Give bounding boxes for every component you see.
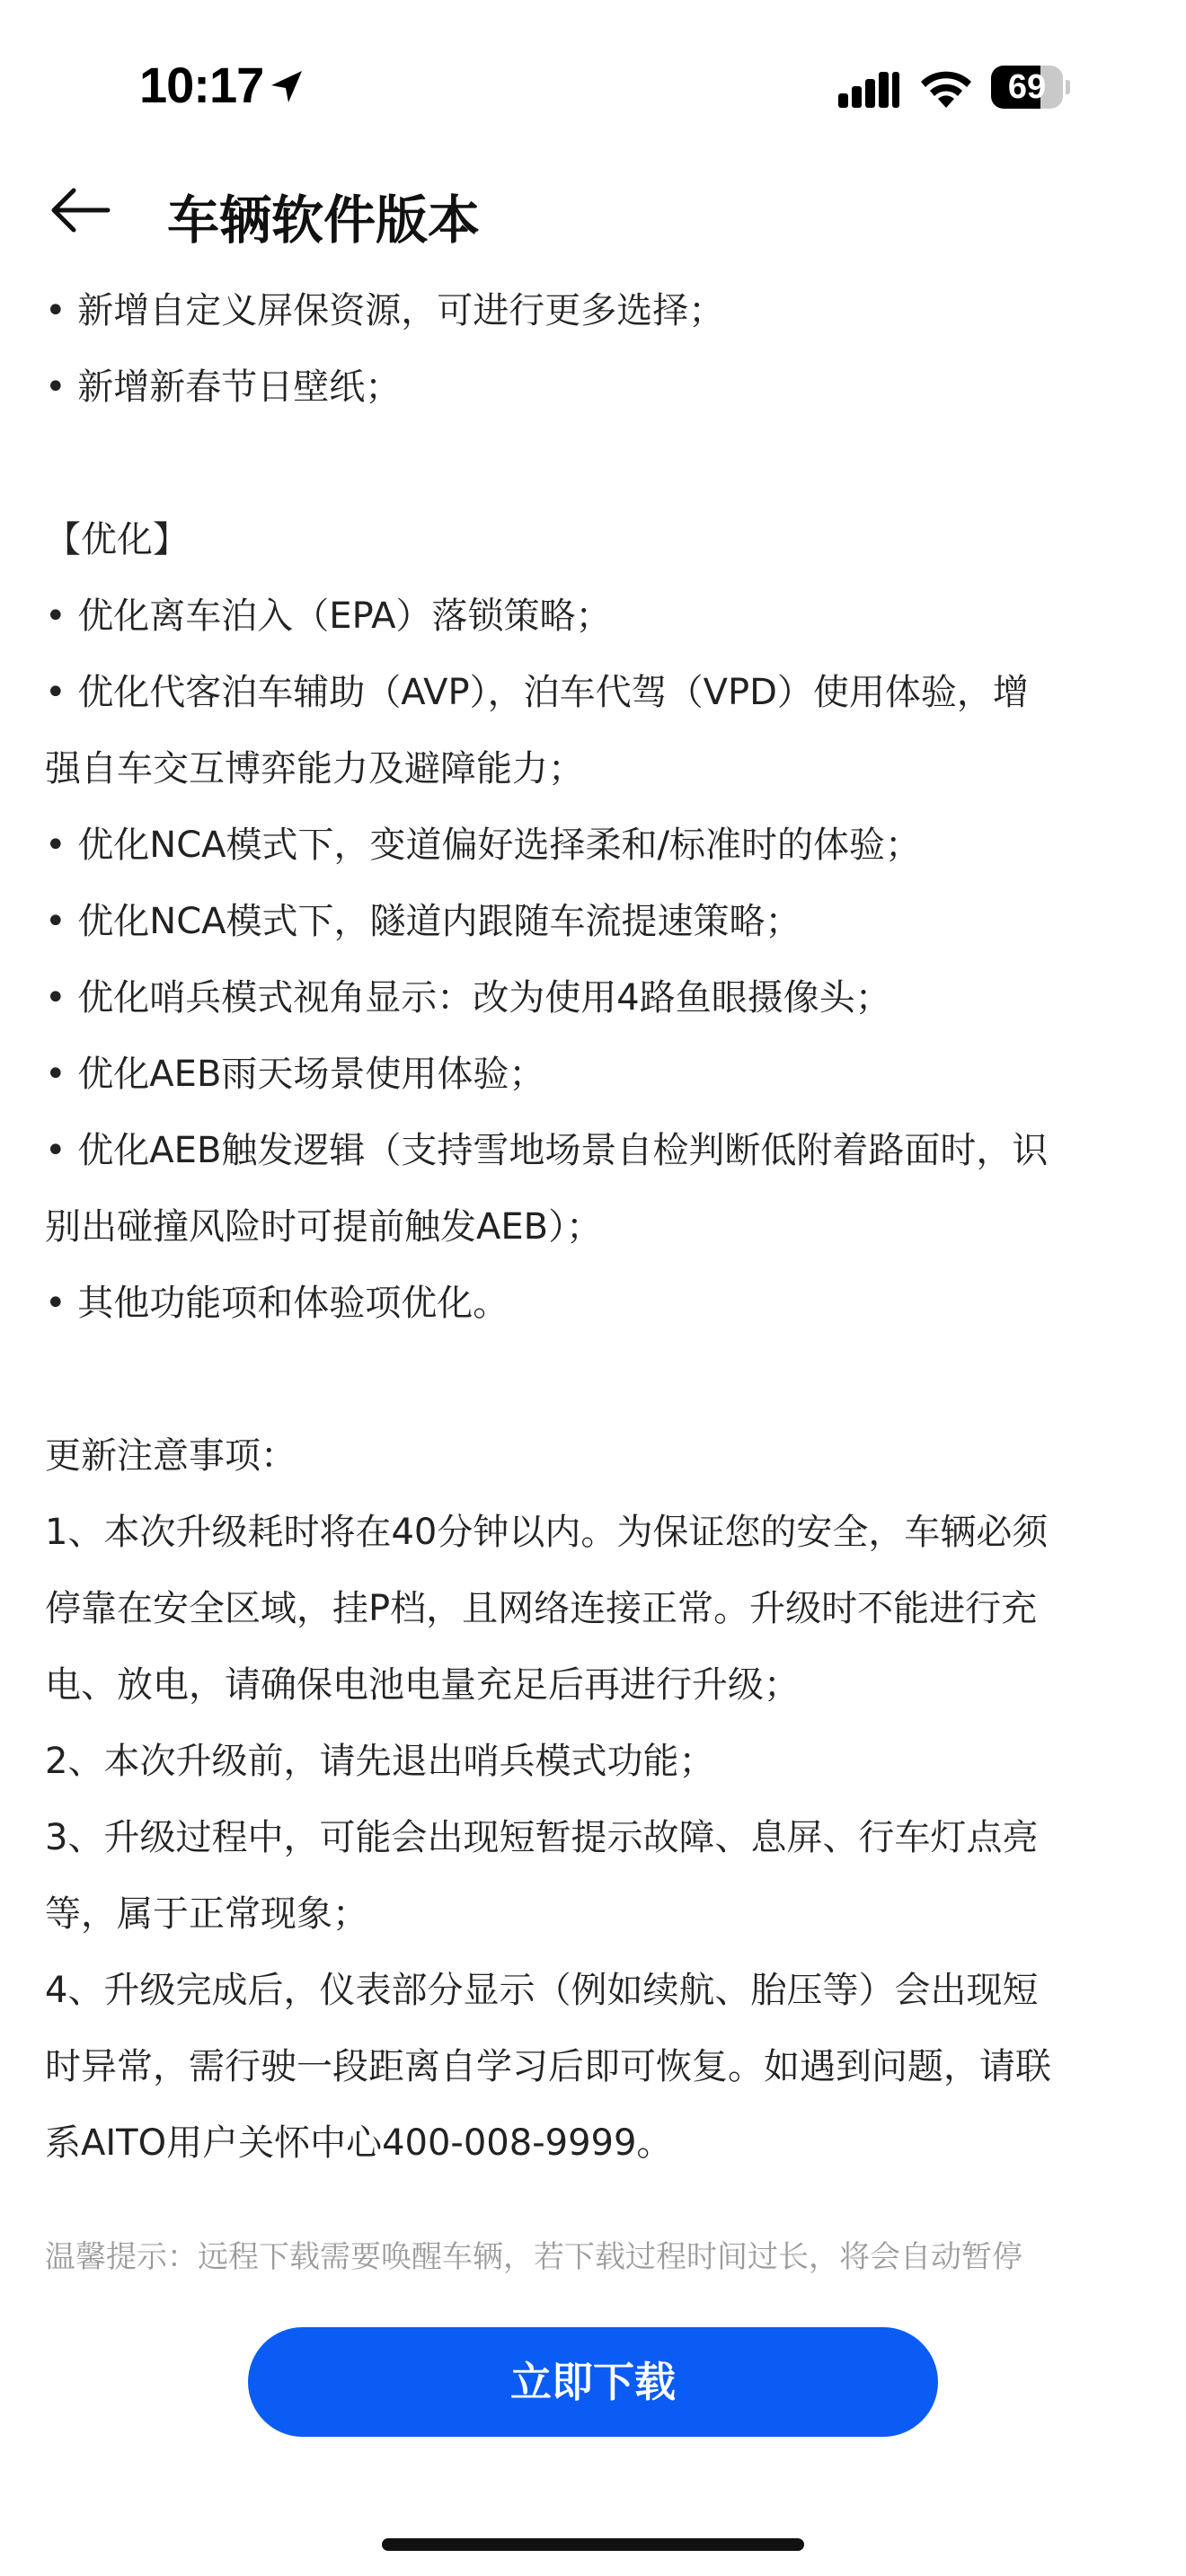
location-arrow-icon xyxy=(266,66,307,108)
release-note-line: • 新增新春节日壁纸； xyxy=(45,366,402,408)
release-note-line: • 优化离车泊入（EPA）落锁策略； xyxy=(45,595,612,637)
battery-icon xyxy=(991,66,1070,109)
release-note-line: 停靠在安全区域，挂P档，且网络连接正常。升级时不能进行充 xyxy=(45,1588,1038,1629)
release-note-line: 强自车交互博弈能力及避障能力； xyxy=(45,748,584,790)
wifi-icon xyxy=(918,66,974,110)
arrow-left-icon[interactable] xyxy=(47,177,113,243)
battery-body xyxy=(991,66,1063,109)
download-now-button[interactable]: 立即下载 xyxy=(248,2327,938,2437)
release-note-line: • 优化代客泊车辅助（AVP），泊车代驾（VPD）使用体验，增 xyxy=(45,672,1029,713)
release-note-line: • 优化AEB触发逻辑（支持雪地场景自检判断低附着路面时，识 xyxy=(45,1130,1049,1171)
blank-line xyxy=(45,426,1141,502)
release-note-line: 4、升级完成后，仪表部分显示（例如续航、胎压等）会出现短 xyxy=(45,1970,1039,2011)
header xyxy=(0,162,1186,269)
release-note-line: 更新注意事项： xyxy=(45,1435,296,1477)
status-time: 10:17 xyxy=(139,57,264,113)
release-note-line: 系AITO用户关怀中心400-008-9999。 xyxy=(45,2122,673,2164)
page-title: 车辆软件版本 xyxy=(167,190,481,251)
release-note-line: • 优化AEB雨天场景使用体验； xyxy=(45,1054,545,1095)
download-tip: 温馨提示：远程下载需要唤醒车辆，若下载过程时间过长，将会自动暂停 xyxy=(45,2239,1022,2275)
cellular-signal-icon xyxy=(838,70,901,108)
battery-level-text: 69 xyxy=(1007,68,1047,106)
release-note-line: 时异常，需行驶一段距离自学习后即可恢复。如遇到问题，请联 xyxy=(45,2046,1051,2087)
release-note-line: • 优化NCA模式下，隧道内跟随车流提速策略； xyxy=(45,901,801,942)
release-notes xyxy=(45,273,1141,2182)
home-indicator xyxy=(382,2538,804,2551)
release-note-line: 等，属于正常现象； xyxy=(45,1893,368,1935)
release-note-line: 【优化】 xyxy=(45,519,189,560)
release-note-line: 3、升级过程中，可能会出现短暂提示故障、息屏、行车灯点亮 xyxy=(45,1817,1039,1858)
battery-tip xyxy=(1066,80,1070,94)
release-note-line: 电、放电，请确保电池电量充足后再进行升级； xyxy=(45,1664,800,1706)
release-note-line: 2、本次升级前，请先退出哨兵模式功能； xyxy=(45,1741,715,1782)
release-note-line: • 优化哨兵模式视角显示：改为使用4路鱼眼摄像头； xyxy=(45,977,891,1019)
release-note-line: • 新增自定义屏保资源，可进行更多选择； xyxy=(45,290,725,331)
release-note-line: • 优化NCA模式下，变道偏好选择柔和/标准时的体验； xyxy=(45,825,921,866)
status-bar xyxy=(0,0,1186,162)
release-note-line: 别出碰撞风险时可提前触发AEB）； xyxy=(45,1206,603,1248)
blank-line xyxy=(45,1342,1141,1418)
release-note-line: 1、本次升级耗时将在40分钟以内。为保证您的安全，车辆必须 xyxy=(45,1512,1049,1553)
release-note-line: • 其他功能项和体验项优化。 xyxy=(45,1283,509,1324)
